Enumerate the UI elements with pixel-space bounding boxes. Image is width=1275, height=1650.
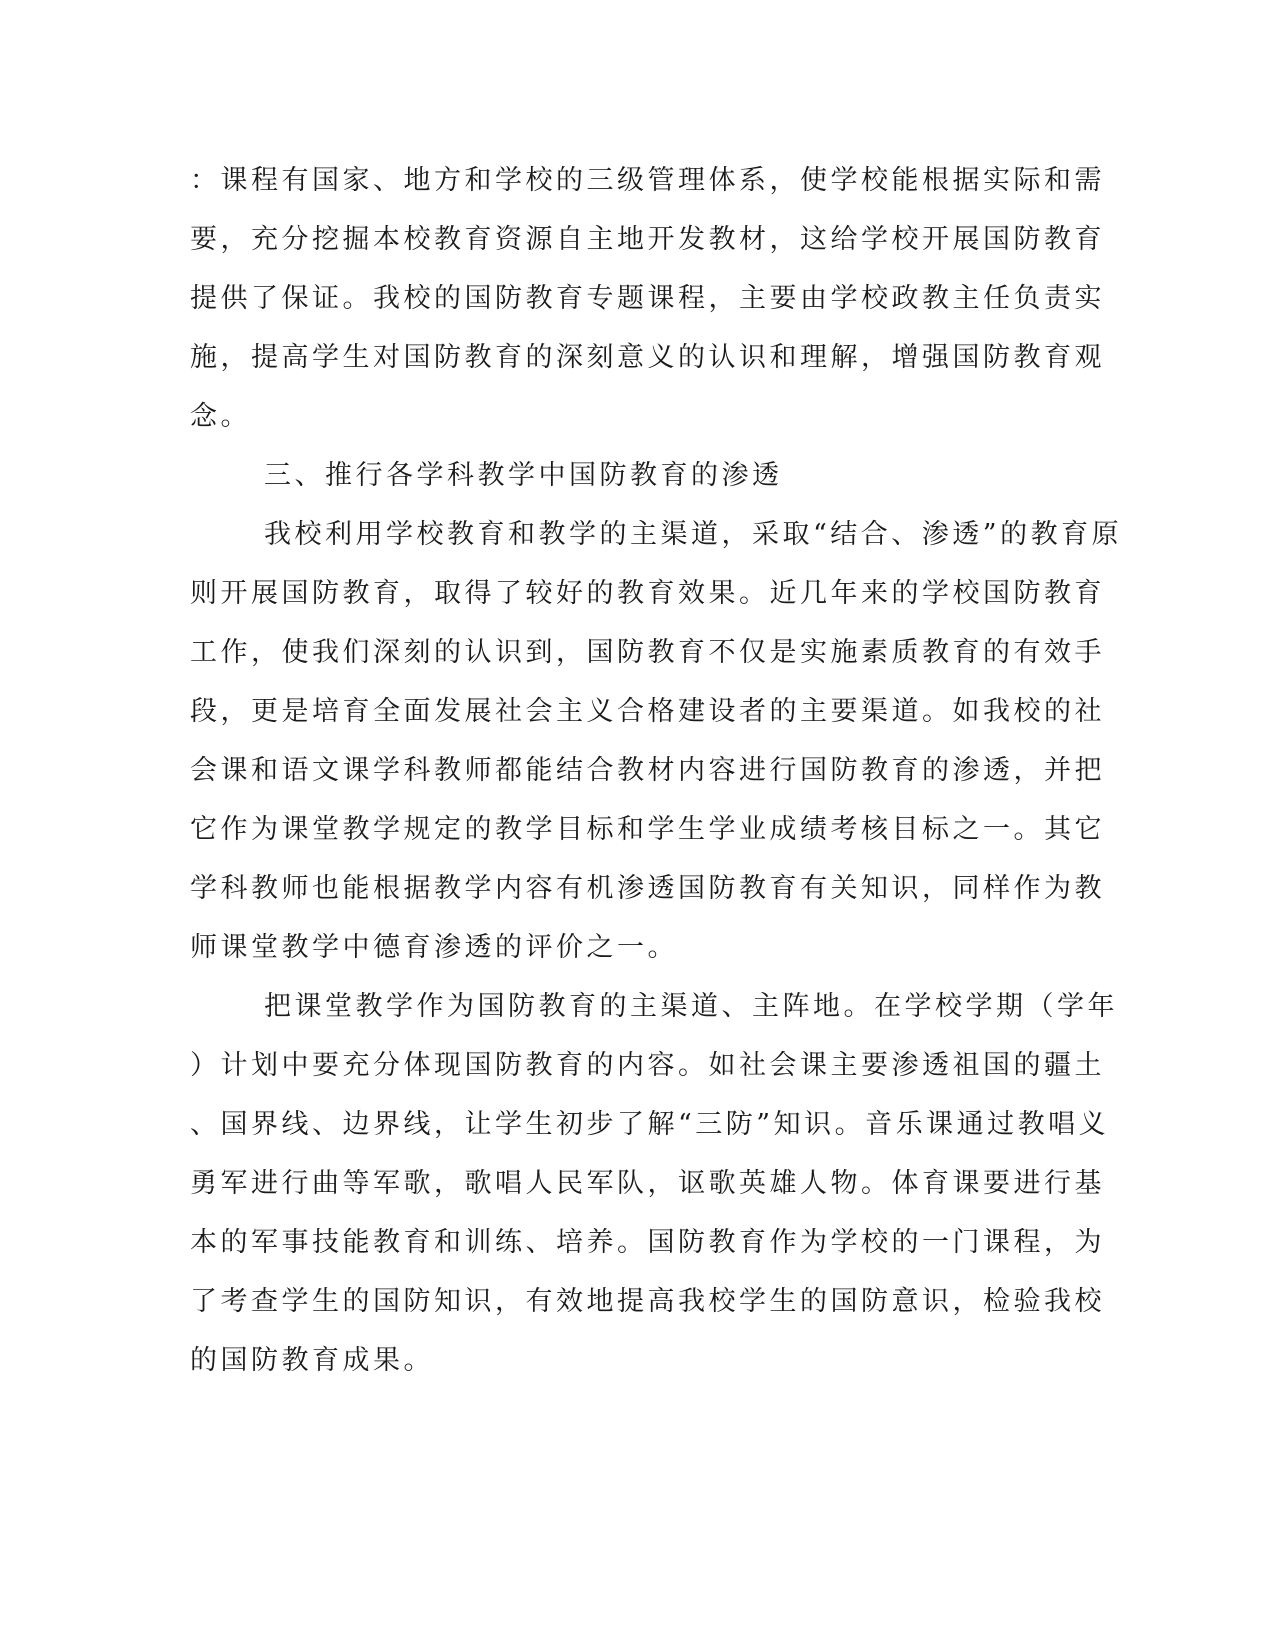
text-line-10: 段，更是培育全面发展社会主义合格建设者的主要渠道。如我校的社 bbox=[190, 696, 1105, 727]
text-line-13: 学科教师也能根据教学内容有机渗透国防教育有关知识，同样作为教 bbox=[190, 873, 1105, 904]
text-line-18: 勇军进行曲等军歌，歌唱人民军队，讴歌英雄人物。体育课要进行基 bbox=[190, 1168, 1105, 1199]
text-line-3: 提供了保证。我校的国防教育专题课程，主要由学校政教主任负责实 bbox=[190, 283, 1105, 314]
text-line-7: 我校利用学校教育和教学的主渠道，采取“结合、渗透”的教育原 bbox=[264, 519, 1123, 550]
text-line-1: ：课程有国家、地方和学校的三级管理体系，使学校能根据实际和需 bbox=[190, 165, 1105, 196]
text-line-2: 要，充分挖掘本校教育资源自主地开发教材，这给学校开展国防教育 bbox=[190, 224, 1105, 255]
text-line-9: 工作，使我们深刻的认识到，国防教育不仅是实施素质教育的有效手 bbox=[190, 637, 1105, 668]
text-line-4: 施，提高学生对国防教育的深刻意义的认识和理解，增强国防教育观 bbox=[190, 342, 1105, 373]
text-line-19: 本的军事技能教育和训练、培养。国防教育作为学校的一门课程，为 bbox=[190, 1227, 1105, 1258]
text-line-11: 会课和语文课学科教师都能结合教材内容进行国防教育的渗透，并把 bbox=[190, 755, 1105, 786]
text-line-15: 把课堂教学作为国防教育的主渠道、主阵地。在学校学期（学年 bbox=[264, 991, 1118, 1022]
section-heading: 三、推行各学科教学中国防教育的渗透 bbox=[264, 460, 783, 491]
text-line-16: ）计划中要充分体现国防教育的内容。如社会课主要渗透祖国的疆土 bbox=[190, 1050, 1105, 1081]
text-line-21: 的国防教育成果。 bbox=[190, 1345, 434, 1376]
text-line-12: 它作为课堂教学规定的教学目标和学生学业成绩考核目标之一。其它 bbox=[190, 814, 1105, 845]
text-line-14: 师课堂教学中德育渗透的评价之一。 bbox=[190, 932, 678, 963]
text-line-17: 、国界线、边界线，让学生初步了解“三防”知识。音乐课通过教唱义 bbox=[190, 1109, 1110, 1140]
text-line-20: 了考查学生的国防知识，有效地提高我校学生的国防意识，检验我校 bbox=[190, 1286, 1105, 1317]
text-line-5: 念。 bbox=[190, 401, 251, 432]
text-line-8: 则开展国防教育，取得了较好的教育效果。近几年来的学校国防教育 bbox=[190, 578, 1105, 609]
